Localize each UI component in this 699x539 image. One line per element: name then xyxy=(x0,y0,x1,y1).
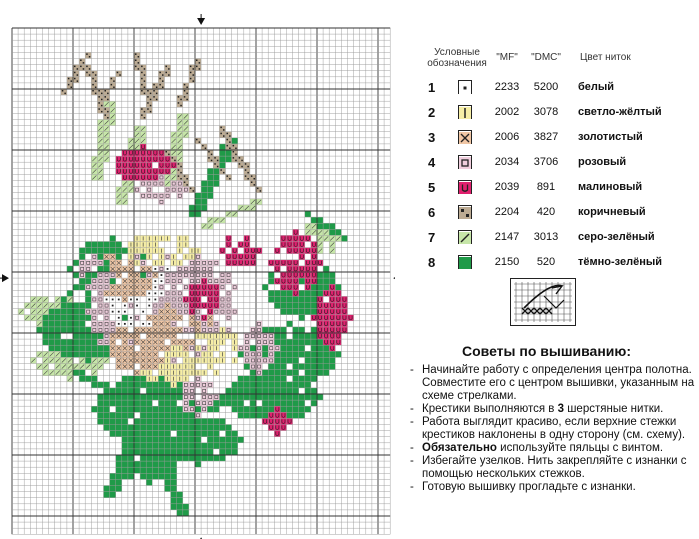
legend-header-mf: "MF" xyxy=(496,52,518,63)
legend-dmc-code: 5200 xyxy=(533,81,559,93)
legend-dmc-code: 3078 xyxy=(533,106,559,118)
tip-text: используйте пяльцы с винтом. xyxy=(496,442,664,454)
legend-color-name: светло-жёлтый xyxy=(578,106,662,118)
legend-header-symbol: Условные обозначения xyxy=(427,47,487,69)
legend-dmc-code: 3827 xyxy=(533,131,559,143)
tip-bold-text: Обязательно xyxy=(422,442,497,454)
white-symbol-icon xyxy=(458,80,472,94)
legend-number: 4 xyxy=(428,155,436,170)
legend-number: 7 xyxy=(428,230,436,245)
legend-number: 1 xyxy=(428,80,436,95)
legend-row xyxy=(400,178,695,200)
legend-row xyxy=(400,253,695,275)
legend-row xyxy=(400,203,695,225)
tip-item: - Работа выглядит красиво, если верхние стежки крестиков наклонены в одну сторону (см. схему). xyxy=(408,416,698,442)
legend-mf-code: 2039 xyxy=(494,181,520,193)
legend-mf-code: 2147 xyxy=(494,231,520,243)
legend-number: 8 xyxy=(428,255,436,270)
legend-dmc-code: 3706 xyxy=(533,156,559,168)
legend-color-name: тёмно-зелёный xyxy=(578,256,663,268)
pink-symbol-icon xyxy=(458,155,472,169)
legend-header-color: Цвет ниток xyxy=(580,52,631,63)
brown-symbol-icon xyxy=(458,205,472,219)
legend-dmc-code: 420 xyxy=(536,206,556,218)
stitch-direction-diagram xyxy=(510,278,576,326)
legend-mf-code: 2002 xyxy=(494,106,520,118)
legend-row xyxy=(400,78,695,100)
legend-color-name: малиновый xyxy=(578,181,643,193)
legend-color-name: золотистый xyxy=(578,131,643,143)
golden-symbol-icon xyxy=(458,130,472,144)
legend-dmc-code: 3013 xyxy=(533,231,559,243)
legend-dmc-code: 891 xyxy=(536,181,556,193)
legend-row xyxy=(400,103,695,125)
legend-color-name: белый xyxy=(578,81,615,93)
tips-list xyxy=(408,364,698,494)
tip-item xyxy=(408,403,698,416)
grey-green-symbol-icon xyxy=(458,230,472,244)
legend-mf-code: 2204 xyxy=(494,206,520,218)
legend-number: 3 xyxy=(428,130,436,145)
legend-mf-code: 2233 xyxy=(494,81,520,93)
legend-color-name: коричневый xyxy=(578,206,646,218)
legend-mf-code: 2150 xyxy=(494,256,520,268)
legend-row xyxy=(400,228,695,250)
tip-item: - Избегайте узелков. Нить закрепляйте с изнанки с помощью нескольких стежков. xyxy=(408,455,698,481)
legend-mf-code: 2006 xyxy=(494,131,520,143)
crimson-symbol-icon xyxy=(458,180,472,194)
tip-item: - Готовую вышивку прогладьте с изнанки. xyxy=(408,481,698,494)
tip-bold-text: 3 xyxy=(557,403,565,415)
tip-text: Крестики выполняются в xyxy=(422,403,558,415)
legend-row xyxy=(400,128,695,150)
legend-header-dmc: "DMC" xyxy=(531,52,561,63)
light-yellow-symbol-icon xyxy=(458,105,472,119)
legend-number: 6 xyxy=(428,205,436,220)
tips-title: Советы по вышиванию: xyxy=(462,343,632,359)
legend-mf-code: 2034 xyxy=(494,156,520,168)
legend-color-name: серо-зелёный xyxy=(578,231,655,243)
tip-item xyxy=(408,442,698,455)
legend-number: 5 xyxy=(428,180,436,195)
legend-dmc-code: 520 xyxy=(536,256,556,268)
legend-number: 2 xyxy=(428,105,436,120)
legend-row xyxy=(400,153,695,175)
dark-green-symbol-icon xyxy=(458,255,472,269)
legend-color-name: розовый xyxy=(578,156,627,168)
tip-text: шерстяные нитки. xyxy=(564,403,664,415)
tip-item: - Начинайте работу с определения центра полотна. Совместите его с центром вышивки, указанным на схеме стрелками. xyxy=(408,364,698,403)
